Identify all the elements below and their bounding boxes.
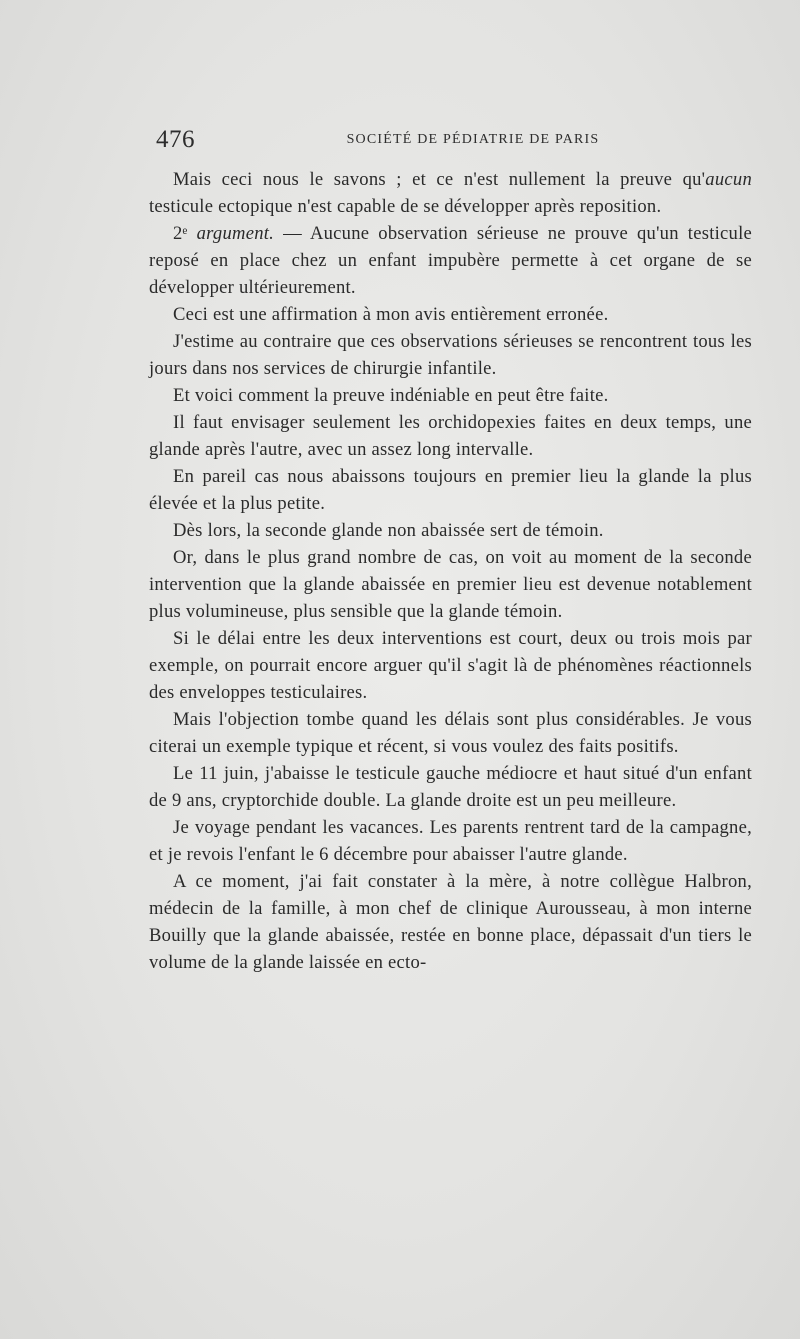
text-run: Mais ceci nous le savons ; et ce n'est nullement la preuve qu'	[173, 169, 706, 190]
paragraph	[149, 220, 752, 301]
paragraph: J'estime au contraire que ces observations sérieuses se rencontrent tous les jours dans nos services de chirurgie infantile.	[149, 331, 752, 379]
body-text	[149, 166, 752, 976]
page-header	[156, 126, 750, 156]
paragraph: Je voyage pendant les vacances. Les parents rentrent tard de la campagne, et je revois l'enfant le 6 décembre pour abaisser l'autre glande.	[149, 817, 752, 865]
paragraph: Mais l'objection tombe quand les délais sont plus considérables. Je vous citerai un exemple typique et récent, si vous voulez des faits positifs.	[149, 709, 752, 757]
paragraph: Ceci est une affirmation à mon avis entièrement erronée.	[173, 304, 609, 325]
text-run: — Aucune observation sérieuse ne prouve qu'un testicule reposé en place chez un enfant impubère permette à cet organe de se développer ultérieurement.	[149, 223, 752, 298]
paragraph: A ce moment, j'ai fait constater à la mère, à notre collègue Halbron, médecin de la famille, à mon chef de clinique Aurousseau, à mon interne Bouilly que la glande abaissée, restée en bonne place, dépassait d'un tiers le volume de la glande laissée en ecto-	[149, 871, 752, 973]
text-run: 2ᵉ	[173, 223, 197, 244]
paragraph: En pareil cas nous abaissons toujours en premier lieu la glande la plus élevée et la plus petite.	[149, 466, 752, 514]
emphasis: aucun	[705, 169, 752, 190]
paragraph: Dès lors, la seconde glande non abaissée sert de témoin.	[173, 520, 604, 541]
paragraph: Et voici comment la preuve indéniable en peut être faite.	[173, 385, 609, 406]
paragraph: Or, dans le plus grand nombre de cas, on voit au moment de la seconde intervention que la glande abaissée en premier lieu est devenue notablement plus volumineuse, plus sensible que la glande témoin.	[149, 547, 752, 622]
emphasis: argument.	[196, 223, 275, 244]
page-number: 476	[156, 126, 195, 153]
text-run: testicule ectopique n'est capable de se développer après reposition.	[149, 196, 662, 217]
paragraph: Il faut envisager seulement les orchidopexies faites en deux temps, une glande après l'autre, avec un assez long intervalle.	[149, 412, 752, 460]
paragraph: Le 11 juin, j'abaisse le testicule gauche médiocre et haut situé d'un enfant de 9 ans, cryptorchide double. La glande droite est un peu meilleure.	[149, 763, 752, 811]
running-head: SOCIÉTÉ DE PÉDIATRIE DE PARIS	[346, 132, 600, 147]
paragraph: Si le délai entre les deux interventions est court, deux ou trois mois par exemple, on pourrait encore arguer qu'il s'agit là de phénomènes réactionnels des enveloppes testiculaires.	[149, 628, 752, 703]
paragraph	[149, 166, 752, 220]
